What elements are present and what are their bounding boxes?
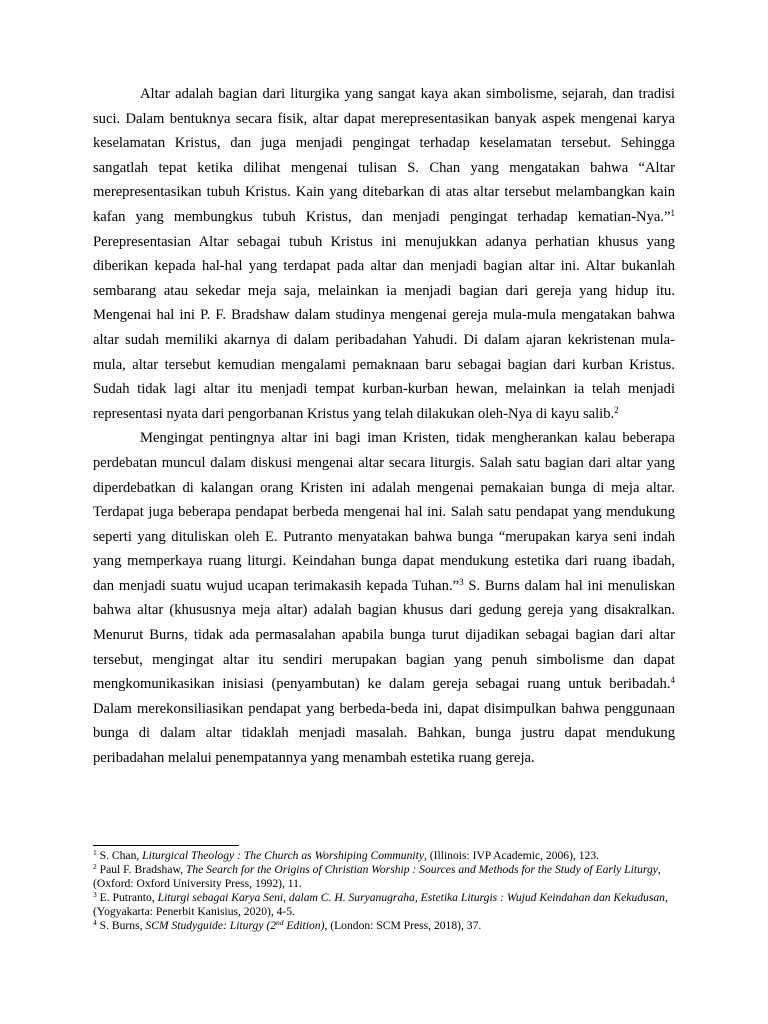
footnote-separator (93, 845, 239, 846)
footnote-number: 2 (93, 862, 97, 871)
footnote-ref-1: 1 (670, 207, 675, 218)
paragraph-2-text-b: S. Burns dalam hal ini menuliskan bahwa altar (khususnya meja altar) adalah bagian khusus dari gedung gereja yang disakralkan. Menurut Burns, tidak ada permasalahan apabila bunga turut dijadikan sebagai bagian dari altar tersebut, mengingat altar itu sendiri merupakan bagian yang penuh simbolisme dan dapat mengkomunikasikan inisiasi (penyambutan) ke dalam gereja sebagai ruang untuk beribadah. (93, 577, 675, 693)
footnote-title: Liturgical Theology : The Church as Worshiping Community (142, 849, 424, 862)
footnote-publication: (Yogyakarta: Penerbit Kanisius, 2020), 4-5. (93, 905, 296, 918)
footnote-title: The Search for the Origins of Christian Worship : Sources and Methods for the Study of Early Liturgy (185, 863, 658, 876)
footnote-title: Liturgi sebagai Karya Seni, dalam C. H. Suryanugraha, Estetika Liturgis : Wujud Keindahan dan Kekudusan, (157, 891, 668, 904)
footnote-ref-4: 4 (670, 675, 675, 686)
document-body (93, 82, 675, 771)
footnote-ref-2: 2 (614, 404, 619, 415)
paragraph-1 (93, 82, 675, 426)
footnotes (93, 849, 675, 933)
footnote-publication: , (London: SCM Press, 2018), 37. (324, 919, 482, 932)
footnote-number: 4 (93, 918, 97, 927)
footnote-3 (93, 891, 675, 919)
footnote-publication: , (Illinois: IVP Academic, 2006), 123. (423, 849, 600, 862)
footnote-author: Paul F. Bradshaw, (96, 863, 186, 876)
paragraph-1-text-b: Perepresentasian Altar sebagai tubuh Kristus ini menujukkan adanya perhatian khusus yang diberikan kepada hal-hal yang terdapat pada altar dan menjadi bagian altar ini. Altar bukanlah sembarang atau sekedar meja saja, melainkan ia menjadi bagian dari gereja yang hidup itu. Mengenai hal ini P. F. Bradshaw dalam studinya mengenai gereja mula-mula mengatakan bahwa altar sudah memiliki akarnya di dalam peribadahan Yahudi. Di dalam ajaran kekristenan mula-mula, altar tersebut kemudian mengalami pemaknaan baru sebagai bagian dari kurban Kristus. Sudah tidak lagi altar itu menjadi tempat kurban-kurban hewan, melainkan ia telah menjadi representasi nyata dari pengorbanan Kristus yang telah dilakukan oleh-Nya di kayu salib. (93, 233, 675, 422)
paragraph-2-text-a: Mengingat pentingnya altar ini bagi iman Kristen, tidak mengherankan kalau beberapa perdebatan muncul dalam diskusi mengenai altar secara liturgis. Salah satu bagian dari altar yang diperdebatkan di kalangan orang Kristen ini adalah mengenai pemakaian bunga di meja altar. Terdapat juga beberapa pendapat berbeda mengenai hal ini. Salah satu pendapat yang mendukung seperti yang dituliskan oleh E. Putranto menyatakan bahwa bunga “merupakan karya seni indah yang memperkaya ruang liturgi. Keindahan bunga dapat mendukung estetika dari ruang ibadah, dan menjadi suatu wujud ucapan terimakasih kepada Tuhan.” (93, 430, 675, 594)
footnote-title-ordinal: nd (276, 918, 284, 927)
footnote-title (145, 919, 324, 932)
footnote-title-part: SCM Studyguide: Liturgy (2 (145, 919, 277, 932)
footnote-ref-3: 3 (459, 576, 464, 587)
footnote-author: E. Putranto, (96, 891, 158, 904)
footnote-1 (93, 849, 675, 863)
footnote-author: S. Chan, (96, 849, 143, 862)
paragraph-1-text-a: Altar adalah bagian dari liturgika yang sangat kaya akan simbolisme, sejarah, dan tradisi suci. Dalam bentuknya secara fisik, altar dapat merepresentasikan banyak aspek mengenai karya keselamatan Kristus, dan juga menjadi pengingat terhadap keselamatan tersebut. Sehingga sangatlah tepat ketika dilihat mengenai tulisan S. Chan yang mengatakan bahwa “Altar merepresentasikan tubuh Kristus. Kain yang ditebarkan di atas altar tersebut melambangkan kain kafan yang membungkus tubuh Kristus, dan menjadi pengingat terhadap kematian-Nya.” (93, 86, 675, 225)
footnote-number: 1 (93, 848, 97, 857)
footnote-number: 3 (93, 890, 97, 899)
footnote-publication: , (Oxford: Oxford University Press, 1992), 11. (93, 863, 661, 890)
footnote-author: S. Burns, (96, 919, 146, 932)
footnote-title-part: Edition) (283, 919, 325, 932)
footnote-2 (93, 863, 675, 891)
paragraph-2-text-c: Dalam merekonsiliasikan pendapat yang berbeda-beda ini, dapat disimpulkan bahwa penggunaan bunga di dalam altar tidaklah menjadi masalah. Bahkan, bunga justru dapat mendukung peribadahan melalui penempatannya yang menambah estetika ruang gereja. (93, 700, 675, 767)
paragraph-2 (93, 426, 675, 770)
footnote-4 (93, 919, 675, 933)
